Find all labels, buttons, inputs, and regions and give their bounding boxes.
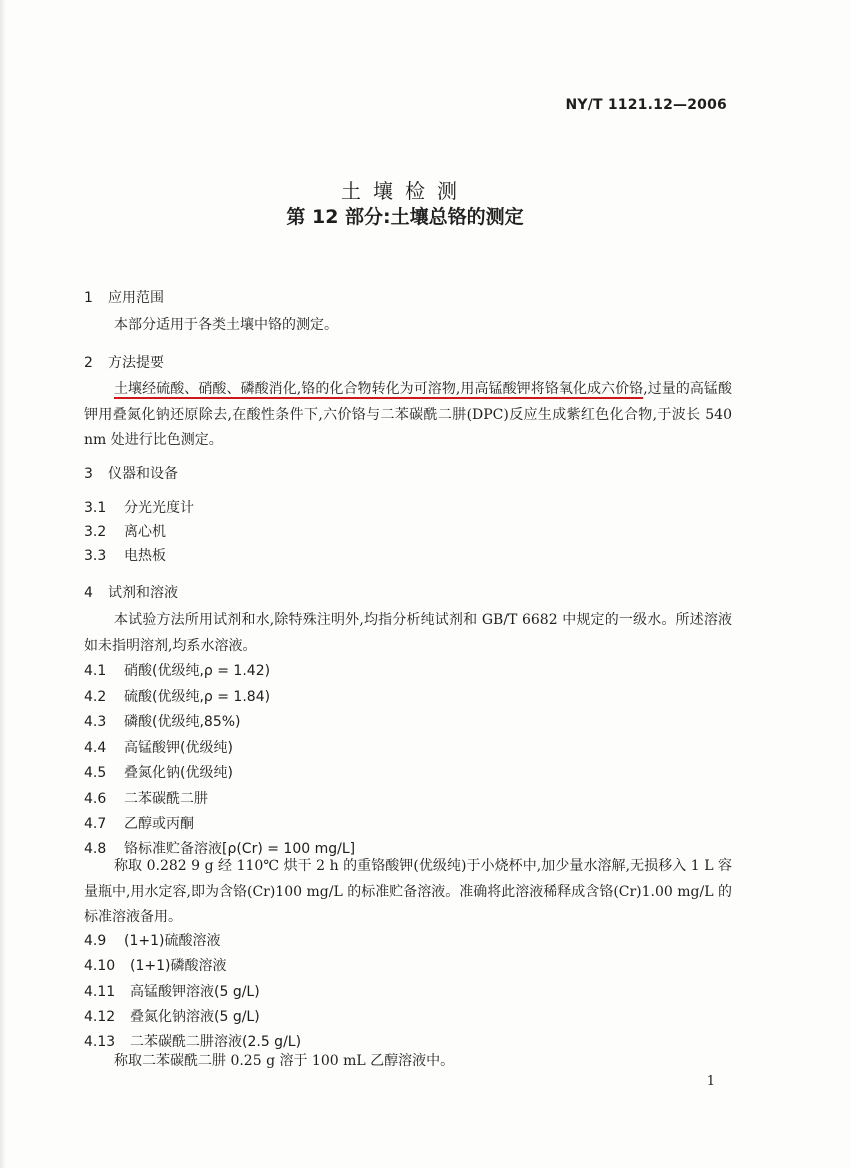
item-label: 分光光度计 — [124, 500, 194, 516]
list-item — [84, 737, 233, 757]
section-title: 方法提要 — [108, 355, 164, 371]
list-item — [84, 660, 270, 680]
item-number: 4.7 — [84, 816, 107, 832]
section-4-heading — [84, 582, 178, 602]
document-subtitle: 第 12 部分:土壤总铬的测定 — [286, 206, 524, 228]
list-item — [84, 686, 270, 706]
item-4-8-description: 称取 0.282 9 g 经 110℃ 烘干 2 h 的重铬酸钾(优级纯)于小烧杯中,加少量水溶解,无损移入 1 L 容量瓶中,用水定容,即为含铬(Cr)100 mg/L 的标准贮备溶液。准确将此溶液稀释成含铬(Cr)1.00 mg/L 的标准溶液备用。 — [84, 858, 732, 925]
item-4-13-description: 称取二苯碳酰二肼 0.25 g 溶于 100 mL 乙醇溶液中。 — [114, 1053, 455, 1069]
list-item — [84, 930, 220, 950]
section-1-text: 本部分适用于各类土壤中铬的测定。 — [114, 317, 338, 333]
item-label: 高锰酸钾(优级纯) — [124, 740, 233, 756]
item-number: 3.3 — [84, 548, 107, 564]
item-number: 4.3 — [84, 714, 107, 730]
item-label: (1+1)硫酸溶液 — [124, 933, 221, 949]
item-number: 4.11 — [84, 984, 116, 1000]
document-title: 土壤检测 — [341, 179, 469, 203]
list-item — [84, 981, 260, 1001]
section-title: 仪器和设备 — [108, 466, 178, 482]
section-3-heading — [84, 463, 178, 483]
section-number: 2 — [84, 355, 93, 371]
section-title: 应用范围 — [108, 290, 164, 306]
list-item — [84, 813, 194, 833]
section-2-text — [84, 377, 732, 454]
item-number: 3.1 — [84, 500, 107, 516]
item-label: 叠氮化钠溶液(5 g/L) — [130, 1009, 260, 1025]
item-number: 4.5 — [84, 765, 107, 781]
item-label: 铬标准贮备溶液[ρ(Cr) = 100 mg/L] — [124, 841, 356, 857]
item-number: 4.12 — [84, 1009, 116, 1025]
list-item — [84, 1031, 301, 1051]
section-number: 1 — [84, 290, 93, 306]
item-label: 乙醇或丙酮 — [124, 816, 194, 832]
list-item — [84, 955, 226, 975]
section-4-intro: 本试验方法所用试剂和水,除特殊注明外,均指分析纯试剂和 GB/T 6682 中规定的一级水。所述溶液如未指明溶剂,均系水溶液。 — [84, 612, 732, 654]
section-title: 试剂和溶液 — [108, 585, 178, 601]
item-label: 二苯碳酰二肼 — [124, 791, 208, 807]
item-number: 4.2 — [84, 689, 107, 705]
item-label: 硫酸(优级纯,ρ = 1.84) — [124, 689, 271, 705]
section-2-heading — [84, 352, 164, 372]
highlighted-underline-text: 土壤经硫酸、硝酸、磷酸消化,铬的化合物转化为可溶物,用高锰酸钾将铬氧化成六价铬 — [114, 381, 644, 397]
item-number: 4.8 — [84, 841, 107, 857]
item-label: 叠氮化钠(优级纯) — [124, 765, 233, 781]
list-item — [84, 497, 194, 517]
page-number: 1 — [706, 1074, 715, 1089]
item-number: 4.6 — [84, 791, 107, 807]
item-number: 4.9 — [84, 933, 107, 949]
item-label: 电热板 — [124, 548, 166, 564]
item-label: 二苯碳酰二肼溶液(2.5 g/L) — [130, 1034, 302, 1050]
list-item — [84, 788, 208, 808]
item-number: 4.4 — [84, 740, 107, 756]
section-number: 3 — [84, 466, 93, 482]
item-label: 高锰酸钾溶液(5 g/L) — [130, 984, 260, 1000]
item-number: 4.1 — [84, 663, 107, 679]
list-item — [84, 1006, 260, 1026]
list-item — [84, 521, 166, 541]
item-label: 磷酸(优级纯,85%) — [124, 714, 241, 730]
section-2-text-rest: ,过量的高锰酸钾用叠氮化钠还原除去,在酸性条件下,六价铬与二苯碳酰二肼(DPC)反应生成紫红色化合物,于波长 540 nm 处进行比色测定。 — [84, 381, 732, 448]
item-number: 4.13 — [84, 1034, 116, 1050]
item-number: 4.10 — [84, 958, 116, 974]
standard-code: NY/T 1121.12—2006 — [565, 97, 727, 113]
item-label: 硝酸(优级纯,ρ = 1.42) — [124, 663, 271, 679]
list-item — [84, 711, 241, 731]
item-label: 离心机 — [124, 524, 166, 540]
item-number: 3.2 — [84, 524, 107, 540]
section-number: 4 — [84, 585, 93, 601]
list-item — [84, 545, 166, 565]
list-item — [84, 762, 233, 782]
section-1-heading — [84, 287, 164, 307]
item-label: (1+1)磷酸溶液 — [130, 958, 227, 974]
